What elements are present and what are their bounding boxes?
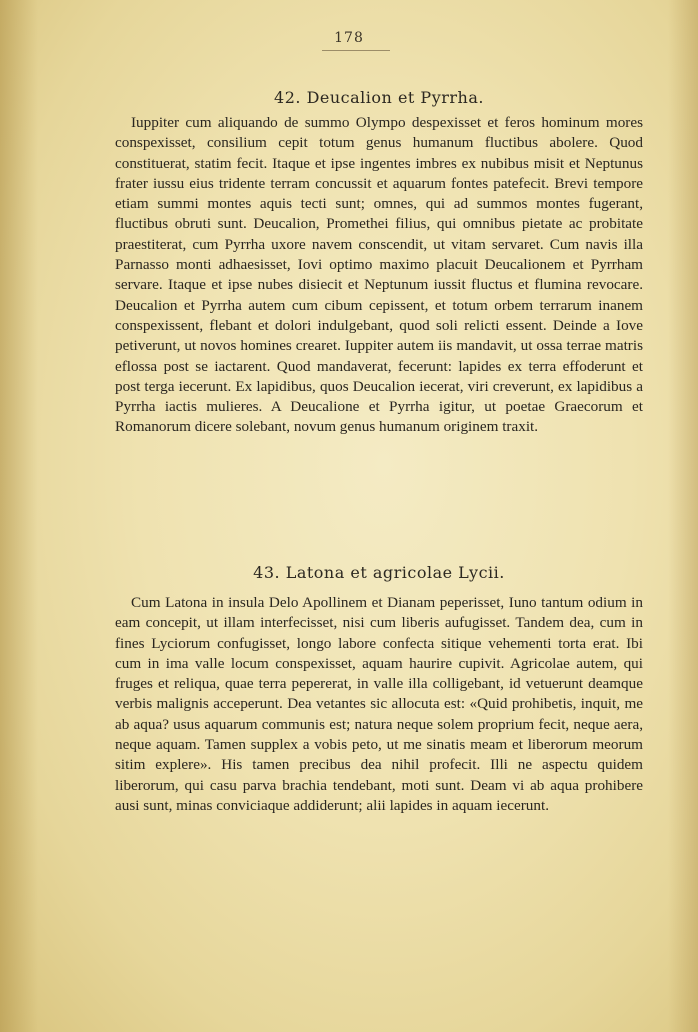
section-heading-42: 42. Deucalion et Pyrrha. [274,88,484,107]
section-paragraph-42: Iuppiter cum aliquando de summo Olympo despexisset et feros hominum mores conspexisset, consilium cepit totum genus humanum fluctibus abolere. Quod constituerat, statim fecit. Itaque et ipse ingentes imbres ex nubibus misit et Neptunus frater iussu eius tridente terram concussit et aquarum fontes patefecit. Brevi tempore etiam summi montes aquis tecti sunt; omnes, qui ad summos montes fugerant, fluctibus obruti sunt. Deucalion, Promethei filius, qui omnibus pietate ac probitate praestiterat, cum Pyrrha uxore navem conscendit, ut vitam servaret. Cum navis illa Parnasso monti adhaesisset, Iovi optimo maximo placuit Deucalionem et Pyrrham servare. Itaque et ipse nubes disiecit et Neptunum iussit fluctus et flumina revocare. Deucalion et Pyrrha autem cum cibum cepissent, et totum orbem terrarum inanem conspexissent, flebant et dolori indulgebant, quod soli relicti essent. Deinde a Iove petiverunt, ut novos homines crearet. Iuppiter autem iis mandavit, ut ossa terrae matris eflossa post se iactarent. Quod mandaverat, fecerunt: lapides ex terra effoderunt et post terga iecerunt. Ex lapidibus, quos Deucalion iecerat, viri creverunt, ex lapidibus a Pyrrha iactis mulieres. A Deucalione et Pyrrha igitur, ut poetae Graecorum et Romanorum dicere solebant, novum genus humanum originem traxit. [115,114,643,436]
header-rule [322,50,390,51]
section-heading-43: 43. Latona et agricolae Lycii. [253,563,505,582]
section-paragraph-43: Cum Latona in insula Delo Apollinem et Dianam peperisset, Iuno tantum odium in eam concepit, ut illam interfecisset, nisi cum liberis aufugisset. Tandem dea, cum in fines Lyciorum confugisset, longo labore confecta sitique vehementi torta erat. Ibi cum in ima valle locum conspexisset, aquam haurire cupivit. Agricolae autem, qui fruges et reliqua, quae terra pepererat, in valle illa colligebant, id vetuerunt deamque verbis malignis acceperunt. Dea vetantes sic allocuta est: «Quid prohibetis, inquit, me ab aqua? usus aquarum communis est; natura neque solem proprium fecit, neque aera, neque aquam. Tamen supplex a vobis peto, ut me sinatis meam et liberorum meorum sitim explere». His tamen precibus dea nihil profecit. Illi ne aspectu quidem liberorum, qui casu parva brachia tendebant, moti sunt. Deam vi ab aqua prohibere ausi sunt, minas conviciaque addiderunt; alii lapides in aquam iecerunt. [115,594,643,814]
page-number: 178 [334,30,364,46]
